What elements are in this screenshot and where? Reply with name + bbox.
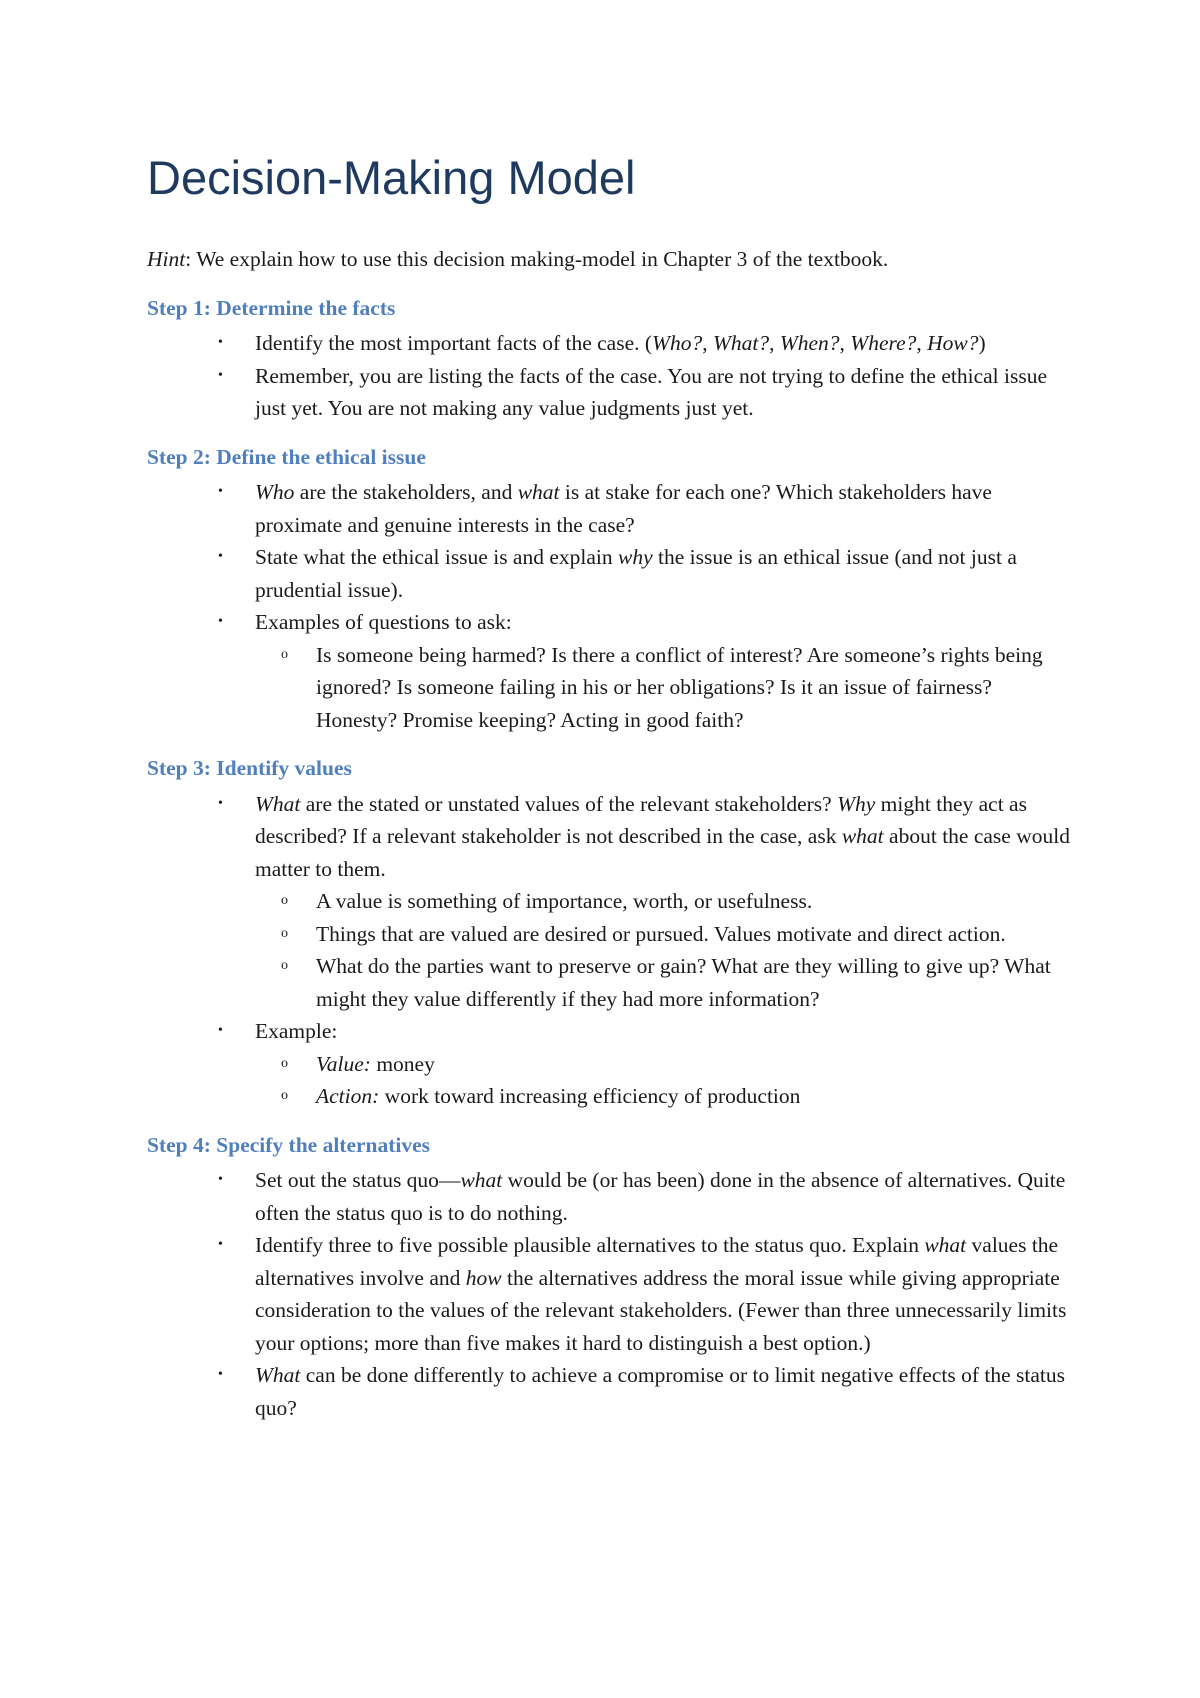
sub-list-item [243, 885, 1077, 918]
text-run: What? [712, 331, 770, 355]
text-run: Identify the most important facts of the case. ( [255, 331, 653, 355]
bullet-icon: • [218, 484, 223, 499]
text-run: When? [779, 331, 840, 355]
text-run: Identify three to five possible plausible alternatives to the status quo. Explain [255, 1233, 925, 1257]
bullet-icon: • [218, 1237, 223, 1252]
bullet-icon: • [218, 549, 223, 564]
bullet-icon: • [218, 367, 223, 383]
text-run: Who? [652, 331, 703, 355]
text-run: ) [978, 331, 986, 355]
list-item [147, 476, 1077, 541]
text-run: Why [837, 791, 876, 816]
text-run: A value is something of importance, worth, or usefulness. [316, 889, 813, 913]
text-run: Action: [316, 1084, 380, 1108]
text-run: Things that are valued are desired or pursued. Values motivate and direct action. [316, 921, 1006, 946]
list-item [147, 1229, 1077, 1359]
bullet-icon: • [218, 614, 223, 629]
step-1-section [147, 292, 1077, 425]
step-3-section [147, 752, 1077, 1113]
text-run: Where? [850, 331, 917, 355]
list-item [147, 541, 1077, 606]
text-run: what [924, 1233, 967, 1257]
bullet-icon: • [218, 335, 223, 350]
text-run: what [841, 824, 884, 848]
text-run: Who [255, 480, 295, 504]
sub-list-item [243, 950, 1077, 1015]
list-item [147, 360, 1077, 425]
list-item [147, 1164, 1077, 1229]
hint-text: : We explain how to use this decision making-model in Chapter 3 of the textbook. [185, 247, 889, 271]
step-4-heading: Step 4: Specify the alternatives [147, 1132, 431, 1157]
sub-list-item [243, 1080, 1077, 1113]
sub-bullet-icon: o [281, 925, 288, 941]
text-run: are the stated or unstated values of the relevant stakeholders? [300, 791, 838, 816]
step-3-list [147, 788, 1077, 1113]
text-run: are the stakeholders, and [294, 480, 518, 504]
text-run: the issue is an ethical issue (and not just a prudential issue). [255, 545, 1017, 602]
text-run: work toward increasing efficiency of production [379, 1084, 801, 1108]
text-run: what [517, 480, 560, 504]
list-item [147, 606, 1077, 736]
step-2-section [147, 441, 1077, 737]
sub-bullet-icon: o [281, 646, 288, 662]
step-1-list [147, 327, 1077, 425]
step-4-section [147, 1129, 1077, 1425]
text-run: how [465, 1265, 502, 1290]
step-2-list [147, 476, 1077, 736]
sub-bullet-icon: o [281, 893, 288, 908]
sub-list-item [243, 1048, 1077, 1081]
hint-paragraph [147, 243, 1077, 276]
hint-label: Hint [147, 247, 186, 271]
sub-bullet-icon: o [281, 1055, 288, 1071]
text-run: State what the ethical issue is and explain [255, 545, 619, 569]
text-run: what [460, 1168, 503, 1192]
step-1-heading: Step 1: Determine the facts [147, 295, 396, 320]
bullet-icon: • [218, 1172, 223, 1187]
text-run: would be (or has been) done in the absence of alternatives. Quite often the status quo is to do nothing. [255, 1168, 1066, 1225]
sub-bullet-icon: o [281, 1088, 288, 1103]
text-run: , [916, 331, 928, 355]
step-3-heading: Step 3: Identify values [147, 756, 352, 780]
step-2-heading: Step 2: Define the ethical issue [147, 444, 426, 469]
text-run: , [839, 331, 851, 355]
text-run: might they act as described? If a relevant stakeholder is not described in the case, ask [255, 791, 1027, 848]
text-run: can be done differently to achieve a compromise or to limit negative effects of the status quo? [255, 1363, 1065, 1420]
text-run: values the alternatives involve and [255, 1233, 1059, 1290]
text-run: the alternatives address the moral issue while giving appropriate consideration to the values of the relevant stakeholders. (Fewer than three unnecessarily limits your options; more than five makes it hard to distinguish a best option.) [255, 1265, 1067, 1355]
text-run: Remember, you are listing the facts of the case. You are not trying to define the ethical issue just yet. You are not making any value judgments just yet. [255, 363, 1048, 420]
bullet-icon: • [218, 795, 223, 811]
text-run: Is someone being harmed? Is there a conflict of interest? Are someone’s rights being ignored? Is someone failing in his or her obligations? Is it an issue of fairness? Honesty? Promise keeping? Acting in good faith? [316, 642, 1043, 732]
text-run: What [255, 791, 301, 816]
list-item [147, 1015, 1077, 1113]
bullet-icon: • [218, 1023, 223, 1038]
step-4-list [147, 1164, 1077, 1424]
document-body [147, 243, 1077, 1424]
text-run: about the case would matter to them. [255, 824, 1070, 881]
text-run: is at stake for each one? Which stakeholders have proximate and genuine interests in the case? [255, 480, 992, 537]
text-run: , [769, 331, 780, 355]
sub-list-item [243, 918, 1077, 951]
sub-bullet-icon: o [281, 958, 288, 973]
list-item [147, 327, 1077, 360]
text-run: Example: [255, 1019, 338, 1043]
text-run: Examples of questions to ask: [255, 610, 512, 634]
sub-list [255, 1048, 1077, 1113]
text-run: Value: [316, 1051, 371, 1076]
sub-list [255, 639, 1077, 737]
text-run: money [370, 1051, 435, 1076]
page-title: Decision-Making Model [147, 151, 636, 204]
sub-list-item [243, 639, 1077, 737]
text-run: why [618, 545, 653, 569]
text-run: What do the parties want to preserve or gain? What are they willing to give up? What might they value differently if they had more information? [316, 954, 1051, 1011]
text-run: What [255, 1363, 301, 1387]
text-run: How? [927, 331, 979, 355]
text-run: , [702, 331, 713, 355]
text-run: Set out the status quo— [255, 1168, 461, 1192]
list-item [147, 788, 1077, 1016]
sub-list [255, 885, 1077, 1015]
list-item [147, 1359, 1077, 1424]
bullet-icon: • [218, 1367, 223, 1382]
